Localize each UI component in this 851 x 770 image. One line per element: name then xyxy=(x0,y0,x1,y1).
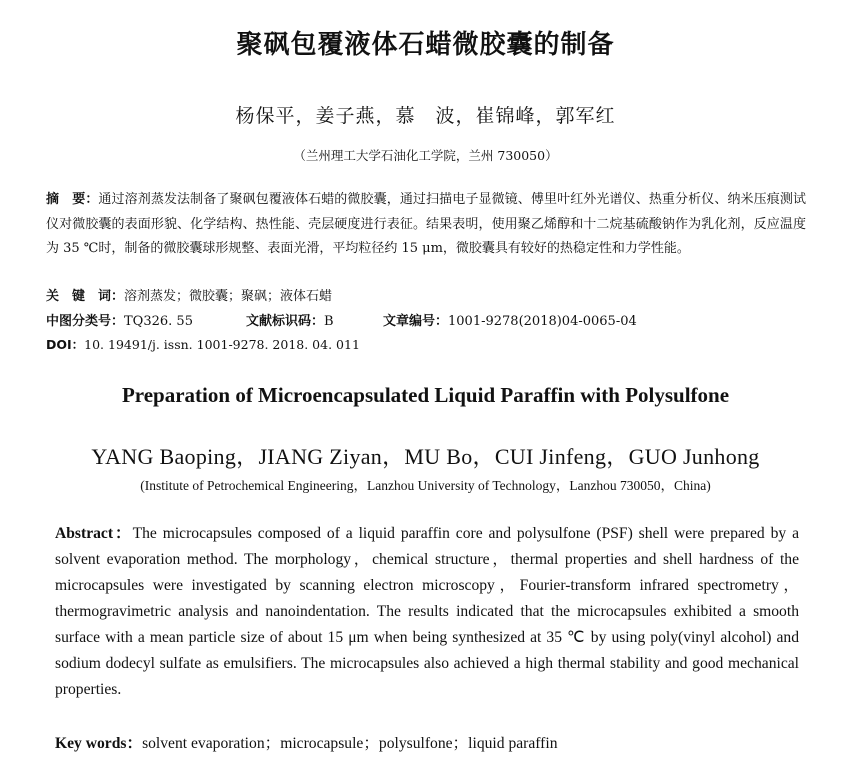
english-abstract xyxy=(55,521,799,703)
english-keywords xyxy=(55,731,558,753)
article-number-label: 文章编号： xyxy=(383,314,449,329)
doi-value: 10. 19491/j. issn. 1001-9278. 2018. 04. 011 xyxy=(84,337,360,352)
doi-line xyxy=(46,335,360,353)
clc-value: TQ326. 55 xyxy=(124,314,193,329)
chinese-affiliation: （兰州理工大学石油化工学院，兰州 730050） xyxy=(293,148,558,163)
chinese-keywords-text: 溶剂蒸发；微胶囊；聚砜；液体石蜡 xyxy=(124,289,333,304)
chinese-keywords xyxy=(46,285,332,304)
clc-item xyxy=(46,310,246,329)
english-title: Preparation of Microencapsulated Liquid Paraffin with Polysulfone xyxy=(121,383,730,407)
english-affiliation: (Institute of Petrochemical Engineering，Lanzhou University of Technology，Lanzhou 730050，China) xyxy=(140,478,711,493)
chinese-title: 聚砜包覆液体石蜡微胶囊的制备 xyxy=(236,30,615,60)
chinese-abstract-text: 通过溶剂蒸发法制备了聚砜包覆液体石蜡的微胶囊，通过扫描电子显微镜、傅里叶红外光谱仪、热重分析仪、纳米压痕测试仪对微胶囊的表面形貌、化学结构、热性能、壳层硬度进行表征。结果表明，使用聚乙烯醇和十二烷基硫酸钠作为乳化剂，反应温度为 35 ℃时，制备的微胶囊球形规整、表面光滑，平均粒径约 15 μm，微胶囊具有较好的热稳定性和力学性能。 xyxy=(46,192,806,256)
doc-code-item xyxy=(246,310,383,329)
article-number-item xyxy=(383,310,637,329)
doc-code-label: 文献标识码： xyxy=(246,314,325,329)
english-abstract-label: Abstract： xyxy=(55,525,133,542)
english-keywords-label: Key words： xyxy=(55,735,143,752)
english-authors: YANG Baoping，JIANG Ziyan，MU Bo，CUI Jinfeng，GUO Junhong xyxy=(91,444,760,469)
doi-label: DOI： xyxy=(46,337,85,352)
english-keywords-text: solvent evaporation；microcapsule；polysulfone；liquid paraffin xyxy=(142,735,558,752)
chinese-abstract xyxy=(46,188,806,262)
doc-code-value: B xyxy=(324,314,334,329)
chinese-classification-line xyxy=(46,310,826,329)
article-number-value: 1001-9278(2018)04-0065-04 xyxy=(448,314,637,329)
chinese-authors: 杨保平，姜子燕，慕 波，崔锦峰，郭军红 xyxy=(235,105,616,127)
clc-label: 中图分类号： xyxy=(46,314,125,329)
chinese-abstract-label: 摘 要： xyxy=(46,192,99,207)
english-abstract-text: The microcapsules composed of a liquid paraffin core and polysulfone (PSF) shell were prepared by a solvent evaporation method. The morphology，chemical structure，thermal properties and shell hardness of the microcapsules were investigated by scanning electron microscopy，Fourier-transform infrared spectrometry，thermogravimetric analysis and nanoindentation. The results indicated that the microcapsules exhibited a smooth surface with a mean particle size of about 15 μm when being synthesized at 35 ℃ by using poly(vinyl alcohol) and sodium dodecyl sulfate as emulsifiers. The microcapsules also achieved a high thermal stability and good mechanical properties. xyxy=(55,525,799,698)
chinese-keywords-label: 关 键 词： xyxy=(46,289,125,304)
